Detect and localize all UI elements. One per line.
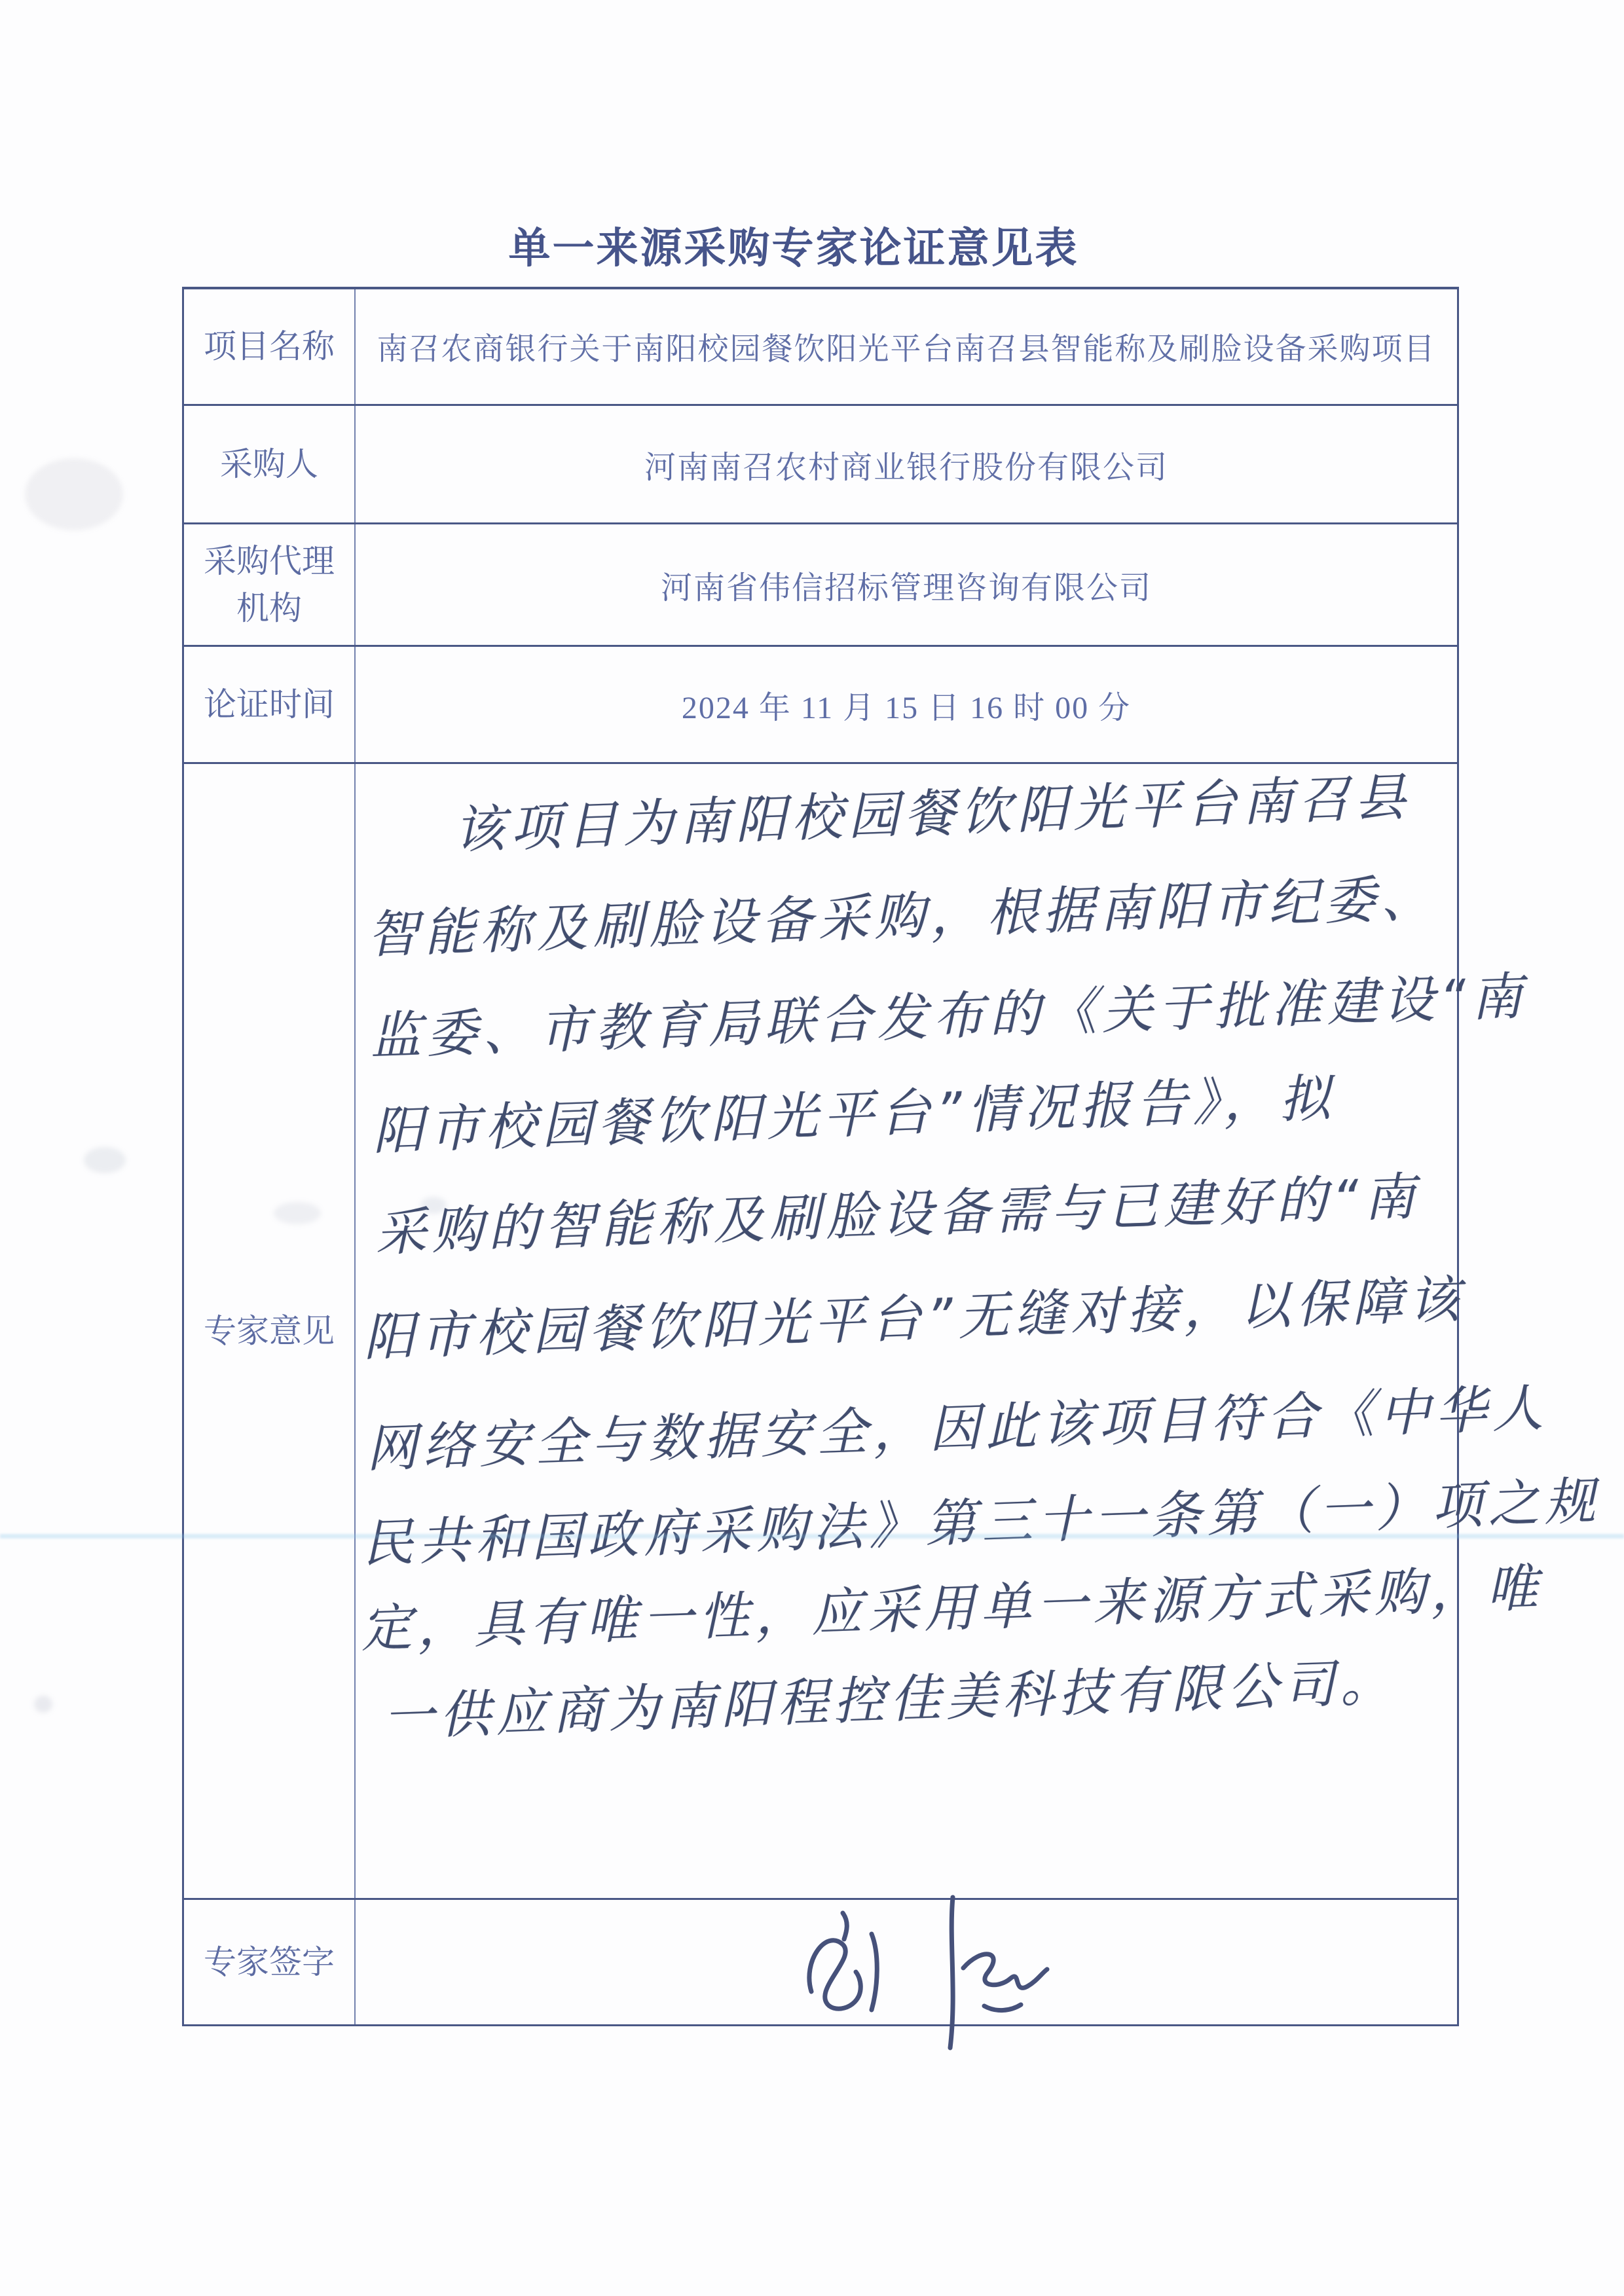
purchaser-label: 采购人 <box>184 406 356 522</box>
project-name-label: 项目名称 <box>184 289 356 404</box>
handwritten-signature-scribble <box>788 1888 1069 2052</box>
handwritten-line: 民共和国政府采购法》第三十一条第（一）项之规 <box>361 1471 1602 1574</box>
purchaser-value: 河南南召农村商业银行股份有限公司 <box>644 450 1168 485</box>
scan-smudge <box>420 1197 447 1214</box>
project-name-value: 南召农商银行关于南阳校园餐饮阳光平台南召县智能称及刷脸设备采购项目 <box>377 333 1436 367</box>
handwritten-line: 采购的智能称及刷脸设备需与已建好的“南 <box>374 1167 1422 1263</box>
scan-smudge <box>274 1202 321 1224</box>
handwritten-line: 阳市校园餐饮阳光平台”无缝对接，以保障该 <box>362 1270 1466 1368</box>
row-agency <box>184 522 1457 645</box>
demonstration-time-label: 论证时间 <box>184 647 356 762</box>
handwritten-line: 监委、市教育局联合发布的《关于批准建设“南 <box>369 967 1529 1066</box>
expert-opinion-value <box>356 764 1602 1898</box>
expert-opinion-label: 专家意见 <box>184 764 356 1898</box>
scan-smudge <box>84 1147 126 1173</box>
expert-signature <box>788 1888 1069 2052</box>
row-expert-signature <box>184 1898 1457 2024</box>
scan-smudge <box>25 458 123 530</box>
handwritten-line: 定，具有唯一性，应采用单一来源方式采购，唯 <box>360 1558 1544 1659</box>
handwritten-line: 该项目为南阳校园餐饮阳光平台南召县 <box>452 767 1412 860</box>
expert-signature-cell <box>356 1900 1457 2024</box>
row-purchaser <box>184 404 1457 522</box>
demonstration-time-value: 2024 年 11 月 15 日 16 时 00 分 <box>681 690 1132 725</box>
form-title: 单一来源采购专家论证意见表 <box>508 225 1079 272</box>
agency-label: 采购代理机构 <box>184 524 356 645</box>
handwritten-line: 阳市校园餐饮阳光平台”情况报告》，拟 <box>371 1068 1337 1161</box>
scan-smudge <box>34 1696 52 1713</box>
form-table <box>182 287 1602 2026</box>
handwritten-line: 智能称及刷脸设备采购，根据南阳市纪委、 <box>366 868 1438 965</box>
row-demonstration-time <box>184 645 1457 762</box>
handwritten-line: 一供应商为南阳程控佳美科技有限公司。 <box>382 1652 1397 1747</box>
expert-signature-label: 专家签字 <box>184 1900 356 2024</box>
row-project-name <box>184 289 1457 404</box>
scan-streak <box>0 1534 1624 1539</box>
handwritten-line: 网络安全与数据安全，因此该项目符合《中华人 <box>365 1378 1549 1479</box>
row-expert-opinion <box>184 762 1602 1898</box>
agency-value: 河南省伟信招标管理咨询有限公司 <box>660 570 1152 606</box>
